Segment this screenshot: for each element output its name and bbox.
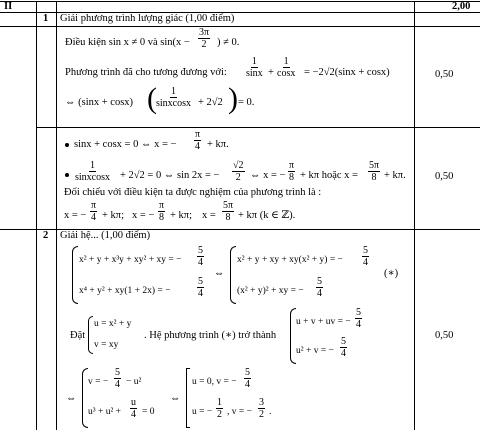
q2-sys1-eq2-frac xyxy=(197,276,204,299)
frac-numerator: π xyxy=(289,160,295,171)
q2-title: Giải hệ... (1,00 điểm) xyxy=(60,230,151,241)
frac-denominator: 4 xyxy=(198,288,203,299)
frac-denominator: 2 xyxy=(259,409,264,420)
q1-factored-b: + 2√2 xyxy=(198,97,223,108)
q1-condition-a: Điều kiện sin x ≠ 0 và sin(x − xyxy=(65,37,190,48)
frac-numerator: 5 xyxy=(115,367,120,378)
bullet xyxy=(65,173,69,177)
frac-numerator: 5π xyxy=(223,200,234,211)
q2-subst-u: u = x² + y xyxy=(94,319,132,329)
paren-close: ) xyxy=(228,82,238,115)
q1-number: 1 xyxy=(43,13,49,24)
frac-numerator: 3 xyxy=(259,397,264,408)
frac-denominator: 4 xyxy=(317,288,322,299)
frac-denominator: 4 xyxy=(363,257,368,268)
q2-dat-b: . Hệ phương trình (∗) trở thành xyxy=(144,330,277,341)
q1-sol2-frac xyxy=(158,200,165,223)
q1-case2-c: + kπ hoặc x = xyxy=(300,170,358,181)
q2-solution-1: u = 0, v = − xyxy=(192,377,237,387)
q2-sys3-eq2-frac xyxy=(340,336,347,359)
q1-case2-frac-c xyxy=(288,160,295,183)
q2-iff-1: ⇔ xyxy=(214,268,225,279)
q1-sol3-a: x = xyxy=(202,210,216,221)
q1-equation-intro: Phương trình đã cho tương đương với: xyxy=(65,67,227,78)
q1-sol1-a: x = − xyxy=(64,210,87,221)
q1-factored-a: ⇔ (sinx + cosx) xyxy=(65,97,134,108)
frac-numerator: 5 xyxy=(198,276,203,287)
q1-compare-text: Đối chiếu với điều kiện ta được nghiệm của phương trình là : xyxy=(64,187,322,198)
q1-case2-d: + kπ. xyxy=(384,170,406,181)
frac-numerator: 1 xyxy=(90,160,95,171)
frac-denominator: 2 xyxy=(217,409,222,420)
col-divider-b xyxy=(56,1,57,430)
q2-solution-2c: . xyxy=(269,407,272,417)
frac-denominator: 4 xyxy=(195,141,201,152)
frac-numerator: 5 xyxy=(356,307,361,318)
frac-numerator: 5 xyxy=(341,336,346,347)
frac-numerator: 5 xyxy=(317,276,322,287)
q1-sol2-a: x = − xyxy=(132,210,155,221)
frac-numerator: u xyxy=(131,397,136,408)
q2-sys1-eq1-frac xyxy=(197,245,204,268)
table-border-top xyxy=(0,1,480,2)
frac-denominator: 4 xyxy=(341,348,346,359)
q1-title: Giải phương trình lượng giác (1,00 điểm) xyxy=(60,13,235,24)
q2-iff-2: ⇔ xyxy=(66,393,77,404)
frac-denominator: sinxcosx xyxy=(156,98,191,109)
q1-sol1-b: + kπ; xyxy=(102,210,125,221)
frac-denominator: 2 xyxy=(201,39,207,50)
bullet xyxy=(65,143,69,147)
q1-condition-b: ) ≠ 0. xyxy=(217,37,240,48)
frac-denominator: 4 xyxy=(131,409,136,420)
frac-denominator: 4 xyxy=(356,319,361,330)
q2-sys4-eq2-frac xyxy=(130,397,137,420)
q1-equation-rhs: = −2√2(sinx + cosx) xyxy=(304,67,390,78)
frac-numerator: 1 xyxy=(251,56,257,67)
frac-numerator: 3π xyxy=(199,27,210,38)
q2-sys4-eq2b: = 0 xyxy=(142,407,155,417)
section-number: II xyxy=(4,1,13,12)
q1-sol2-b: + kπ; xyxy=(170,210,193,221)
col-divider-c xyxy=(414,1,415,430)
q2-iff-3: ⇔ xyxy=(170,393,181,404)
q2-sys4-eq1-frac xyxy=(114,367,121,390)
frac-numerator: 5π xyxy=(369,160,380,171)
q2-dat: Đặt xyxy=(70,330,86,341)
frac-denominator: sinxcosx xyxy=(75,172,110,183)
q2-score-1: 0,50 xyxy=(435,330,454,341)
q1-case1-a: sinx + cosx = 0 ⇔ x = − xyxy=(74,139,177,150)
q1-case1-frac xyxy=(194,129,201,152)
frac-numerator: 5 xyxy=(198,245,203,256)
q1-frac-1-sinx xyxy=(245,56,264,79)
q1-case2-frac-a xyxy=(74,160,111,183)
q2-sys1-eq1: x² + y + x³y + xy² + xy = − xyxy=(79,255,182,265)
q2-number: 2 xyxy=(43,230,49,241)
frac-denominator: 8 xyxy=(289,172,295,183)
q1-frac-1-cosx xyxy=(276,56,296,79)
frac-numerator: 1 xyxy=(171,86,176,97)
q2-sys3-eq1-frac xyxy=(355,307,362,330)
q2-sys2-eq2-frac xyxy=(316,276,323,299)
q1-case1-b: + kπ. xyxy=(207,139,229,150)
frac-numerator: π xyxy=(159,200,165,211)
paren-open: ( xyxy=(147,82,157,115)
col-divider-a xyxy=(36,1,37,430)
q2-sys2-eq2: (x² + y)² + xy = − xyxy=(237,286,304,296)
q1-case2-b: ⇔ x = − xyxy=(250,170,286,181)
frac-numerator: π xyxy=(195,129,201,140)
q1-score-1: 0,50 xyxy=(435,69,454,80)
frac-numerator: 5 xyxy=(363,245,368,256)
q1-plus: + xyxy=(268,67,274,78)
q2-sys3-eq2: u² + v = − xyxy=(296,346,334,356)
q2-solution-2: u = − xyxy=(192,407,213,417)
q2-solution-2-frac-v xyxy=(258,397,265,420)
q1-factored-frac xyxy=(155,86,192,109)
frac-numerator: 1 xyxy=(217,397,222,408)
q1-factored-c: = 0. xyxy=(238,97,255,108)
frac-denominator: 4 xyxy=(115,379,120,390)
frac-numerator: 5 xyxy=(245,367,250,378)
q2-sys1-eq2: x⁴ + y² + xy(1 + 2x) = − xyxy=(79,286,171,296)
frac-denominator: sinx xyxy=(246,68,263,79)
q1-case2-frac-b xyxy=(232,160,245,183)
q1-sol1-frac xyxy=(90,200,97,223)
frac-denominator: 8 xyxy=(159,212,165,223)
frac-denominator: cosx xyxy=(277,68,296,79)
row-divider-q1-sub xyxy=(0,26,480,27)
q1-case2-a: + 2√2 = 0 ⇔ sin 2x = − xyxy=(120,170,220,181)
q2-sys2-eq1: x² + y + xy + xy(x² + y) = − xyxy=(237,255,343,265)
solution-bracket xyxy=(186,368,190,428)
frac-numerator: √2 xyxy=(233,160,244,171)
section-total: 2,00 xyxy=(452,1,471,12)
system-brace xyxy=(88,316,93,354)
q2-solution-1-frac xyxy=(244,367,251,390)
q2-solution-2b: , v = − xyxy=(227,407,252,417)
q2-sys2-eq1-frac xyxy=(362,245,369,268)
q2-sys3-eq1: u + v + uv = − xyxy=(296,317,351,327)
q2-subst-v: v = xy xyxy=(94,340,119,350)
q2-sys4-eq1b: − u² xyxy=(126,377,142,387)
frac-denominator: 8 xyxy=(371,172,377,183)
frac-denominator: 4 xyxy=(91,212,97,223)
system-brace xyxy=(72,246,78,304)
q2-sys4-eq2: u³ + u² + xyxy=(88,407,122,417)
frac-numerator: 1 xyxy=(283,56,289,67)
q1-case2-frac-d xyxy=(368,160,380,183)
frac-denominator: 4 xyxy=(245,379,250,390)
q2-sys4-eq1: v = − xyxy=(88,377,109,387)
q1-condition-frac xyxy=(198,27,210,50)
frac-numerator: π xyxy=(91,200,97,211)
q1-score-2: 0,50 xyxy=(435,171,454,182)
q2-solution-2-frac-u xyxy=(216,397,223,420)
frac-denominator: 8 xyxy=(225,212,231,223)
q1-sol3-b: + kπ (k ∈ ℤ). xyxy=(238,210,296,221)
q2-star: (∗) xyxy=(384,268,399,279)
system-brace xyxy=(230,246,236,304)
frac-denominator: 2 xyxy=(235,172,241,183)
frac-denominator: 4 xyxy=(198,257,203,268)
q1-sol3-frac xyxy=(222,200,234,223)
